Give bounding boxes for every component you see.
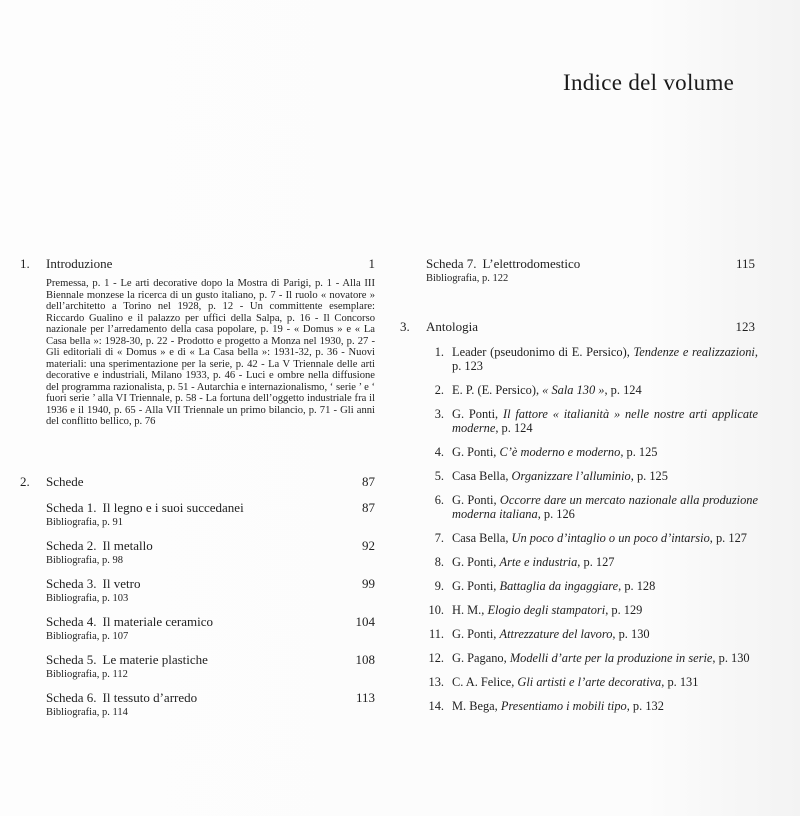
entry-author: Casa Bella, (452, 531, 512, 545)
schede-list (20, 500, 375, 719)
scheda-entry (46, 690, 375, 719)
antologia-entry (418, 651, 758, 665)
entry-work-title: Modelli d’arte per la produzione in serie (509, 651, 713, 665)
scheda-entry (426, 256, 755, 285)
entry-page: , p. 127 (577, 555, 615, 569)
entry-number: 7. (434, 531, 444, 545)
section-page: 87 (362, 473, 375, 489)
entry-author: G. Pagano, (452, 651, 510, 665)
scheda-bibliography: Bibliografia, p. 91 (46, 516, 123, 528)
intro-summary: Premessa, p. 1 - Le arti decorative dopo la Mostra di Parigi, p. 1 - Alla III Biennale monzese la ricerca di un gusto italiano, p. 7 - Il ruolo « novatore » dell’architetto a Torino nel 1928, p. 12 - Un committente esemplare: Riccardo Gualino e il palazzo per uffici della Salpa, p. 16 - Il Concorso nazionale per l’arredamento della casa popolare, p. 19 - « Domus » e « La Casa bella »: 1928-30, p. 22 - Prodotto e progetto a Monza nel 1930, p. 27 - Gli editoriali di « Domus » e di « La Casa bella »: 1931-32, p. 36 - Nuovi materiali: una sperimentazione per la serie, p. 42 - La V Triennale delle arti decorative e industriali, Milano 1933, p. 46 - Luci e ombre nella diffusione del programma razionalista, p. 51 - Autarchia e internazionalismo, ‘ serie ’ e ‘ fuori serie ’ alla VI Triennale, p. 58 - La fortuna dell’oggetto industriale fra il 1936 e il 1940, p. 65 - Alla VII Triennale un primo bilancio, p. 71 - Gli anni del conflitto bellico, p. 76 (46, 278, 375, 427)
scheda-page: 113 (355, 689, 375, 705)
entry-work-title: C’è moderno e moderno (499, 445, 621, 459)
antologia-entry (418, 345, 758, 373)
scheda-label: Scheda 1. (46, 499, 97, 515)
page-title: Indice del volume (563, 70, 735, 95)
entry-work-title: Il fattore « italianità » nelle nostre arti applicate moderne (452, 407, 758, 435)
scheda-title: Il metallo (102, 537, 153, 553)
entry-work-title: Un poco d’intaglio o un poco d’intarsio (511, 531, 710, 545)
entry-work-title: Battaglia da ingaggiare (499, 579, 619, 593)
scheda-page: 87 (362, 499, 375, 515)
entry-author: C. A. Felice, (452, 675, 518, 689)
entry-page: , p. 125 (630, 469, 668, 483)
entry-work-title: Arte e industria (499, 555, 578, 569)
section-title: Schede (46, 473, 84, 489)
scheda-page: 104 (355, 613, 375, 629)
entry-page: , p. 128 (618, 579, 656, 593)
entry-number: 8. (434, 555, 444, 569)
toc-right-column (400, 256, 758, 723)
antologia-entry (418, 407, 758, 435)
entry-number: 6. (434, 493, 444, 507)
entry-page: , p. 131 (661, 675, 699, 689)
scheda-title: Il legno e i suoi succedanei (102, 499, 244, 515)
antologia-entry (418, 531, 758, 545)
antologia-entry (418, 469, 758, 483)
scheda-label: Scheda 5. (46, 651, 97, 667)
entry-number: 5. (434, 469, 444, 483)
scheda-bibliography: Bibliografia, p. 103 (46, 592, 129, 604)
entry-page: , p. 132 (626, 699, 664, 713)
scheda-entry (46, 500, 375, 529)
scheda-bibliography: Bibliografia, p. 112 (46, 668, 128, 680)
antologia-entry (418, 627, 758, 641)
scheda-label: Scheda 4. (46, 613, 97, 629)
entry-author: G. Ponti, (452, 579, 500, 593)
scheda-bibliography: Bibliografia, p. 114 (46, 706, 128, 718)
entry-work-title: Organizzare l’alluminio (511, 469, 631, 483)
entry-work-title: Elogio degli stampatori (487, 603, 606, 617)
scheda-page: 108 (355, 651, 375, 667)
toc-section-introduzione (20, 256, 375, 428)
entry-author: G. Ponti, (452, 627, 500, 641)
entry-page: , p. 126 (537, 507, 575, 521)
toc-section-antologia (400, 319, 758, 713)
antologia-entry (418, 603, 758, 617)
entry-work-title: Attrezzature del lavoro (499, 627, 613, 641)
antologia-entry (418, 699, 758, 713)
entry-page: , p. 123 (452, 345, 758, 373)
entry-page: , p. 125 (620, 445, 658, 459)
entry-author: H. M., (452, 603, 488, 617)
antologia-list (418, 345, 758, 713)
entry-page: , p. 124 (604, 383, 642, 397)
entry-work-title: Occorre dare un mercato nazionale alla produzione moderna italiana (452, 493, 758, 521)
scheda-title: L’elettrodomestico (482, 256, 581, 271)
entry-author: G. Ponti, (452, 407, 503, 421)
entry-number: 4. (434, 445, 444, 459)
entry-number: 10. (428, 603, 444, 617)
scheda-title: Il tessuto d’arredo (102, 689, 198, 705)
section-page: 1 (368, 256, 375, 271)
entry-author: E. P. (E. Persico), (452, 383, 543, 397)
antologia-entry (418, 555, 758, 569)
entry-number: 12. (428, 651, 444, 665)
scheda-label: Scheda 2. (46, 537, 97, 553)
entry-page: , p. 130 (712, 651, 750, 665)
entry-author: G. Ponti, (452, 555, 500, 569)
toc-left-column (20, 256, 375, 728)
entry-number: 2. (434, 383, 444, 397)
scheda-title: Il materiale ceramico (102, 613, 213, 629)
entry-author: Leader (pseudonimo di E. Persico), (452, 345, 634, 359)
scheda-label: Scheda 6. (46, 689, 97, 705)
entry-page: , p. 130 (612, 627, 650, 641)
scheda-page: 92 (362, 537, 375, 553)
antologia-entry (418, 445, 758, 459)
entry-number: 13. (428, 675, 444, 689)
scheda-label: Scheda 3. (46, 575, 97, 591)
scheda-title: Le materie plastiche (102, 651, 208, 667)
toc-section-schede (20, 474, 375, 719)
entry-author: G. Ponti, (452, 445, 500, 459)
scheda-entry (46, 538, 375, 567)
entry-number: 1. (434, 345, 444, 359)
section-number: 1. (20, 256, 30, 271)
section-number: 2. (20, 473, 30, 489)
scheda-label: Scheda 7. (426, 256, 477, 271)
entry-work-title: « Sala 130 » (542, 383, 605, 397)
scheda-bibliography: Bibliografia, p. 122 (426, 273, 509, 284)
scheda-entry (46, 614, 375, 643)
section-number: 3. (400, 319, 410, 334)
entry-number: 9. (434, 579, 444, 593)
entry-page: , p. 127 (709, 531, 747, 545)
entry-author: G. Ponti, (452, 493, 500, 507)
section-page: 123 (735, 319, 755, 334)
entry-number: 14. (428, 699, 444, 713)
antologia-entry (418, 383, 758, 397)
scheda-page: 115 (735, 256, 755, 271)
entry-number: 3. (434, 407, 444, 421)
antologia-entry (418, 579, 758, 593)
antologia-entry (418, 675, 758, 689)
scheda-bibliography: Bibliografia, p. 98 (46, 554, 123, 566)
entry-author: Casa Bella, (452, 469, 512, 483)
entry-number: 11. (428, 627, 444, 641)
section-title: Antologia (426, 319, 478, 334)
entry-work-title: Presentiamo i mobili tipo (500, 699, 627, 713)
entry-page: , p. 124 (495, 421, 533, 435)
scheda-page: 99 (362, 575, 375, 591)
antologia-entry (418, 493, 758, 521)
entry-work-title: Gli artisti e l’arte decorativa (517, 675, 662, 689)
scheda-entry (46, 652, 375, 681)
entry-work-title: Tendenze e realizzazioni (633, 345, 755, 359)
scheda-title: Il vetro (102, 575, 141, 591)
scheda-entry (46, 576, 375, 605)
scheda-bibliography: Bibliografia, p. 107 (46, 630, 129, 642)
section-title: Introduzione (46, 256, 113, 271)
entry-page: , p. 129 (605, 603, 643, 617)
entry-author: M. Bega, (452, 699, 501, 713)
